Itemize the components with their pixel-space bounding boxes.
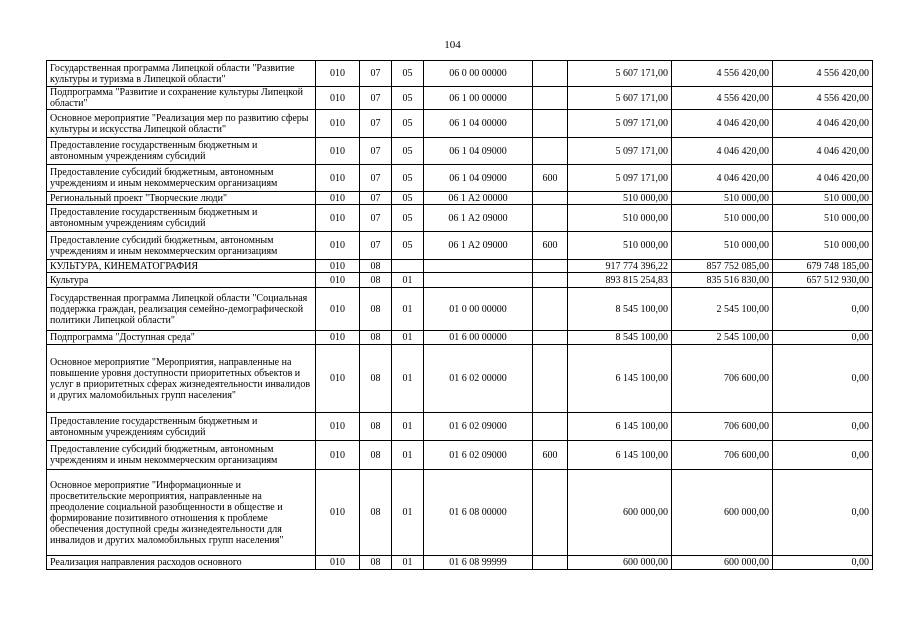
subsection-cell: 01 — [392, 441, 424, 470]
row-name-cell: КУЛЬТУРА, КИНЕМАТОГРАФИЯ — [47, 260, 316, 273]
table-row — [47, 260, 873, 273]
grbs-cell: 010 — [316, 165, 360, 192]
table-row — [47, 273, 873, 288]
budget-table — [46, 60, 873, 570]
expense-type-cell — [533, 331, 568, 345]
subsection-cell: 05 — [392, 165, 424, 192]
expense-type-cell — [533, 87, 568, 110]
table-row — [47, 110, 873, 138]
section-cell: 08 — [360, 345, 392, 413]
row-name-cell: Подпрограмма "Развитие и сохранение культуры Липецкой области" — [47, 87, 316, 110]
grbs-cell: 010 — [316, 556, 360, 570]
amount-year3-cell: 4 556 420,00 — [773, 61, 873, 87]
amount-year1-cell: 6 145 100,00 — [568, 345, 672, 413]
amount-year3-cell: 4 046 420,00 — [773, 110, 873, 138]
subsection-cell: 01 — [392, 345, 424, 413]
subsection-cell: 01 — [392, 556, 424, 570]
table-row — [47, 345, 873, 413]
amount-year2-cell: 2 545 100,00 — [672, 331, 773, 345]
expense-type-cell — [533, 273, 568, 288]
expense-type-cell — [533, 110, 568, 138]
amount-year3-cell: 510 000,00 — [773, 205, 873, 232]
row-name-cell: Культура — [47, 273, 316, 288]
target-article-cell: 06 1 04 09000 — [424, 165, 533, 192]
amount-year2-cell: 510 000,00 — [672, 205, 773, 232]
expense-type-cell — [533, 138, 568, 165]
grbs-cell: 010 — [316, 345, 360, 413]
amount-year1-cell: 917 774 396,22 — [568, 260, 672, 273]
target-article-cell: 06 1 04 00000 — [424, 110, 533, 138]
amount-year3-cell: 4 046 420,00 — [773, 138, 873, 165]
row-name-cell: Предоставление государственным бюджетным и автономным учреждениям субсидий — [47, 205, 316, 232]
target-article-cell: 01 6 02 00000 — [424, 345, 533, 413]
table-row — [47, 138, 873, 165]
section-cell: 08 — [360, 288, 392, 331]
row-name-cell: Государственная программа Липецкой области "Развитие культуры и туризма в Липецкой области" — [47, 61, 316, 87]
section-cell: 08 — [360, 413, 392, 441]
expense-type-cell — [533, 345, 568, 413]
table-row — [47, 556, 873, 570]
expense-type-cell: 600 — [533, 441, 568, 470]
amount-year1-cell: 510 000,00 — [568, 205, 672, 232]
amount-year1-cell: 600 000,00 — [568, 556, 672, 570]
row-name-cell: Государственная программа Липецкой области "Социальная поддержка граждан, реализация семейно-демографической политики Липецкой области" — [47, 288, 316, 331]
amount-year2-cell: 510 000,00 — [672, 232, 773, 260]
amount-year3-cell: 657 512 930,00 — [773, 273, 873, 288]
amount-year2-cell: 706 600,00 — [672, 345, 773, 413]
row-name-cell: Предоставление субсидий бюджетным, автономным учреждениям и иным некоммерческим организациям — [47, 441, 316, 470]
row-name-cell: Подпрограмма "Доступная среда" — [47, 331, 316, 345]
amount-year1-cell: 6 145 100,00 — [568, 441, 672, 470]
amount-year1-cell: 5 097 171,00 — [568, 138, 672, 165]
target-article-cell: 06 1 A2 09000 — [424, 205, 533, 232]
amount-year3-cell: 679 748 185,00 — [773, 260, 873, 273]
amount-year3-cell: 510 000,00 — [773, 232, 873, 260]
section-cell: 08 — [360, 331, 392, 345]
grbs-cell: 010 — [316, 470, 360, 556]
grbs-cell: 010 — [316, 87, 360, 110]
subsection-cell: 01 — [392, 273, 424, 288]
amount-year1-cell: 6 145 100,00 — [568, 413, 672, 441]
section-cell: 07 — [360, 138, 392, 165]
grbs-cell: 010 — [316, 232, 360, 260]
grbs-cell: 010 — [316, 138, 360, 165]
table-row — [47, 192, 873, 205]
amount-year2-cell: 4 046 420,00 — [672, 165, 773, 192]
table-row — [47, 441, 873, 470]
section-cell: 07 — [360, 232, 392, 260]
expense-type-cell — [533, 260, 568, 273]
amount-year2-cell: 600 000,00 — [672, 556, 773, 570]
grbs-cell: 010 — [316, 413, 360, 441]
amount-year2-cell: 2 545 100,00 — [672, 288, 773, 331]
section-cell: 08 — [360, 441, 392, 470]
budget-table-body — [47, 61, 873, 570]
expense-type-cell — [533, 192, 568, 205]
amount-year1-cell: 5 097 171,00 — [568, 165, 672, 192]
section-cell: 07 — [360, 205, 392, 232]
amount-year1-cell: 600 000,00 — [568, 470, 672, 556]
amount-year2-cell: 857 752 085,00 — [672, 260, 773, 273]
section-cell: 07 — [360, 110, 392, 138]
amount-year2-cell: 706 600,00 — [672, 441, 773, 470]
subsection-cell: 05 — [392, 138, 424, 165]
page-number: 104 — [444, 39, 461, 51]
row-name-cell: Реализация направления расходов основного — [47, 556, 316, 570]
subsection-cell: 01 — [392, 470, 424, 556]
subsection-cell: 01 — [392, 288, 424, 331]
section-cell: 08 — [360, 556, 392, 570]
amount-year2-cell: 510 000,00 — [672, 192, 773, 205]
row-name-cell: Предоставление субсидий бюджетным, автономным учреждениям и иным некоммерческим организациям — [47, 232, 316, 260]
amount-year3-cell: 0,00 — [773, 413, 873, 441]
section-cell: 07 — [360, 61, 392, 87]
target-article-cell — [424, 260, 533, 273]
target-article-cell: 01 6 02 09000 — [424, 441, 533, 470]
expense-type-cell: 600 — [533, 165, 568, 192]
amount-year2-cell: 4 046 420,00 — [672, 110, 773, 138]
row-name-cell: Основное мероприятие "Реализация мер по развитию сферы культуры и искусства Липецкой области" — [47, 110, 316, 138]
table-row — [47, 288, 873, 331]
amount-year1-cell: 5 097 171,00 — [568, 110, 672, 138]
amount-year3-cell: 0,00 — [773, 470, 873, 556]
grbs-cell: 010 — [316, 61, 360, 87]
target-article-cell: 06 1 A2 09000 — [424, 232, 533, 260]
grbs-cell: 010 — [316, 192, 360, 205]
amount-year1-cell: 8 545 100,00 — [568, 288, 672, 331]
grbs-cell: 010 — [316, 260, 360, 273]
table-row — [47, 413, 873, 441]
section-cell: 07 — [360, 87, 392, 110]
expense-type-cell: 600 — [533, 232, 568, 260]
expense-type-cell — [533, 556, 568, 570]
target-article-cell: 06 1 00 00000 — [424, 87, 533, 110]
subsection-cell — [392, 260, 424, 273]
target-article-cell: 01 6 08 99999 — [424, 556, 533, 570]
amount-year2-cell: 600 000,00 — [672, 470, 773, 556]
grbs-cell: 010 — [316, 273, 360, 288]
amount-year2-cell: 835 516 830,00 — [672, 273, 773, 288]
row-name-cell: Предоставление субсидий бюджетным, автономным учреждениям и иным некоммерческим организациям — [47, 165, 316, 192]
row-name-cell: Основное мероприятие "Мероприятия, направленные на повышение уровня доступности приоритетных объектов и услуг в приоритетных сферах жизнедеятельности инвалидов и других маломобильных групп населения" — [47, 345, 316, 413]
row-name-cell: Региональный проект "Творческие люди" — [47, 192, 316, 205]
expense-type-cell — [533, 470, 568, 556]
table-row — [47, 331, 873, 345]
target-article-cell: 01 6 08 00000 — [424, 470, 533, 556]
section-cell: 07 — [360, 165, 392, 192]
table-row — [47, 232, 873, 260]
grbs-cell: 010 — [316, 110, 360, 138]
amount-year1-cell: 510 000,00 — [568, 232, 672, 260]
target-article-cell: 01 0 00 00000 — [424, 288, 533, 331]
row-name-cell: Основное мероприятие "Информационные и просветительские мероприятия, направленные на преодоление социальной разобщенности в обществе и формирование позитивного отношения к проблеме обеспечения доступной среды жизнедеятельности для инвалидов и других маломобильных групп населения" — [47, 470, 316, 556]
expense-type-cell — [533, 413, 568, 441]
table-row — [47, 61, 873, 87]
amount-year1-cell: 5 607 171,00 — [568, 87, 672, 110]
target-article-cell: 01 6 02 09000 — [424, 413, 533, 441]
section-cell: 08 — [360, 273, 392, 288]
amount-year2-cell: 706 600,00 — [672, 413, 773, 441]
amount-year3-cell: 4 046 420,00 — [773, 165, 873, 192]
target-article-cell: 06 0 00 00000 — [424, 61, 533, 87]
amount-year1-cell: 893 815 254,83 — [568, 273, 672, 288]
subsection-cell: 05 — [392, 232, 424, 260]
amount-year2-cell: 4 046 420,00 — [672, 138, 773, 165]
amount-year2-cell: 4 556 420,00 — [672, 61, 773, 87]
target-article-cell: 01 6 00 00000 — [424, 331, 533, 345]
subsection-cell: 01 — [392, 413, 424, 441]
amount-year1-cell: 8 545 100,00 — [568, 331, 672, 345]
expense-type-cell — [533, 61, 568, 87]
target-article-cell: 06 1 A2 00000 — [424, 192, 533, 205]
amount-year3-cell: 0,00 — [773, 345, 873, 413]
amount-year3-cell: 0,00 — [773, 441, 873, 470]
grbs-cell: 010 — [316, 441, 360, 470]
table-row — [47, 165, 873, 192]
subsection-cell: 05 — [392, 192, 424, 205]
section-cell: 08 — [360, 470, 392, 556]
amount-year3-cell: 0,00 — [773, 288, 873, 331]
grbs-cell: 010 — [316, 288, 360, 331]
subsection-cell: 01 — [392, 331, 424, 345]
amount-year3-cell: 4 556 420,00 — [773, 87, 873, 110]
grbs-cell: 010 — [316, 205, 360, 232]
section-cell: 08 — [360, 260, 392, 273]
target-article-cell — [424, 273, 533, 288]
row-name-cell: Предоставление государственным бюджетным и автономным учреждениям субсидий — [47, 138, 316, 165]
row-name-cell: Предоставление государственным бюджетным и автономным учреждениям субсидий — [47, 413, 316, 441]
table-row — [47, 205, 873, 232]
table-row — [47, 470, 873, 556]
amount-year1-cell: 510 000,00 — [568, 192, 672, 205]
section-cell: 07 — [360, 192, 392, 205]
amount-year2-cell: 4 556 420,00 — [672, 87, 773, 110]
amount-year3-cell: 0,00 — [773, 331, 873, 345]
target-article-cell: 06 1 04 09000 — [424, 138, 533, 165]
amount-year3-cell: 0,00 — [773, 556, 873, 570]
subsection-cell: 05 — [392, 61, 424, 87]
subsection-cell: 05 — [392, 110, 424, 138]
expense-type-cell — [533, 205, 568, 232]
table-row — [47, 87, 873, 110]
amount-year1-cell: 5 607 171,00 — [568, 61, 672, 87]
grbs-cell: 010 — [316, 331, 360, 345]
expense-type-cell — [533, 288, 568, 331]
subsection-cell: 05 — [392, 205, 424, 232]
subsection-cell: 05 — [392, 87, 424, 110]
amount-year3-cell: 510 000,00 — [773, 192, 873, 205]
